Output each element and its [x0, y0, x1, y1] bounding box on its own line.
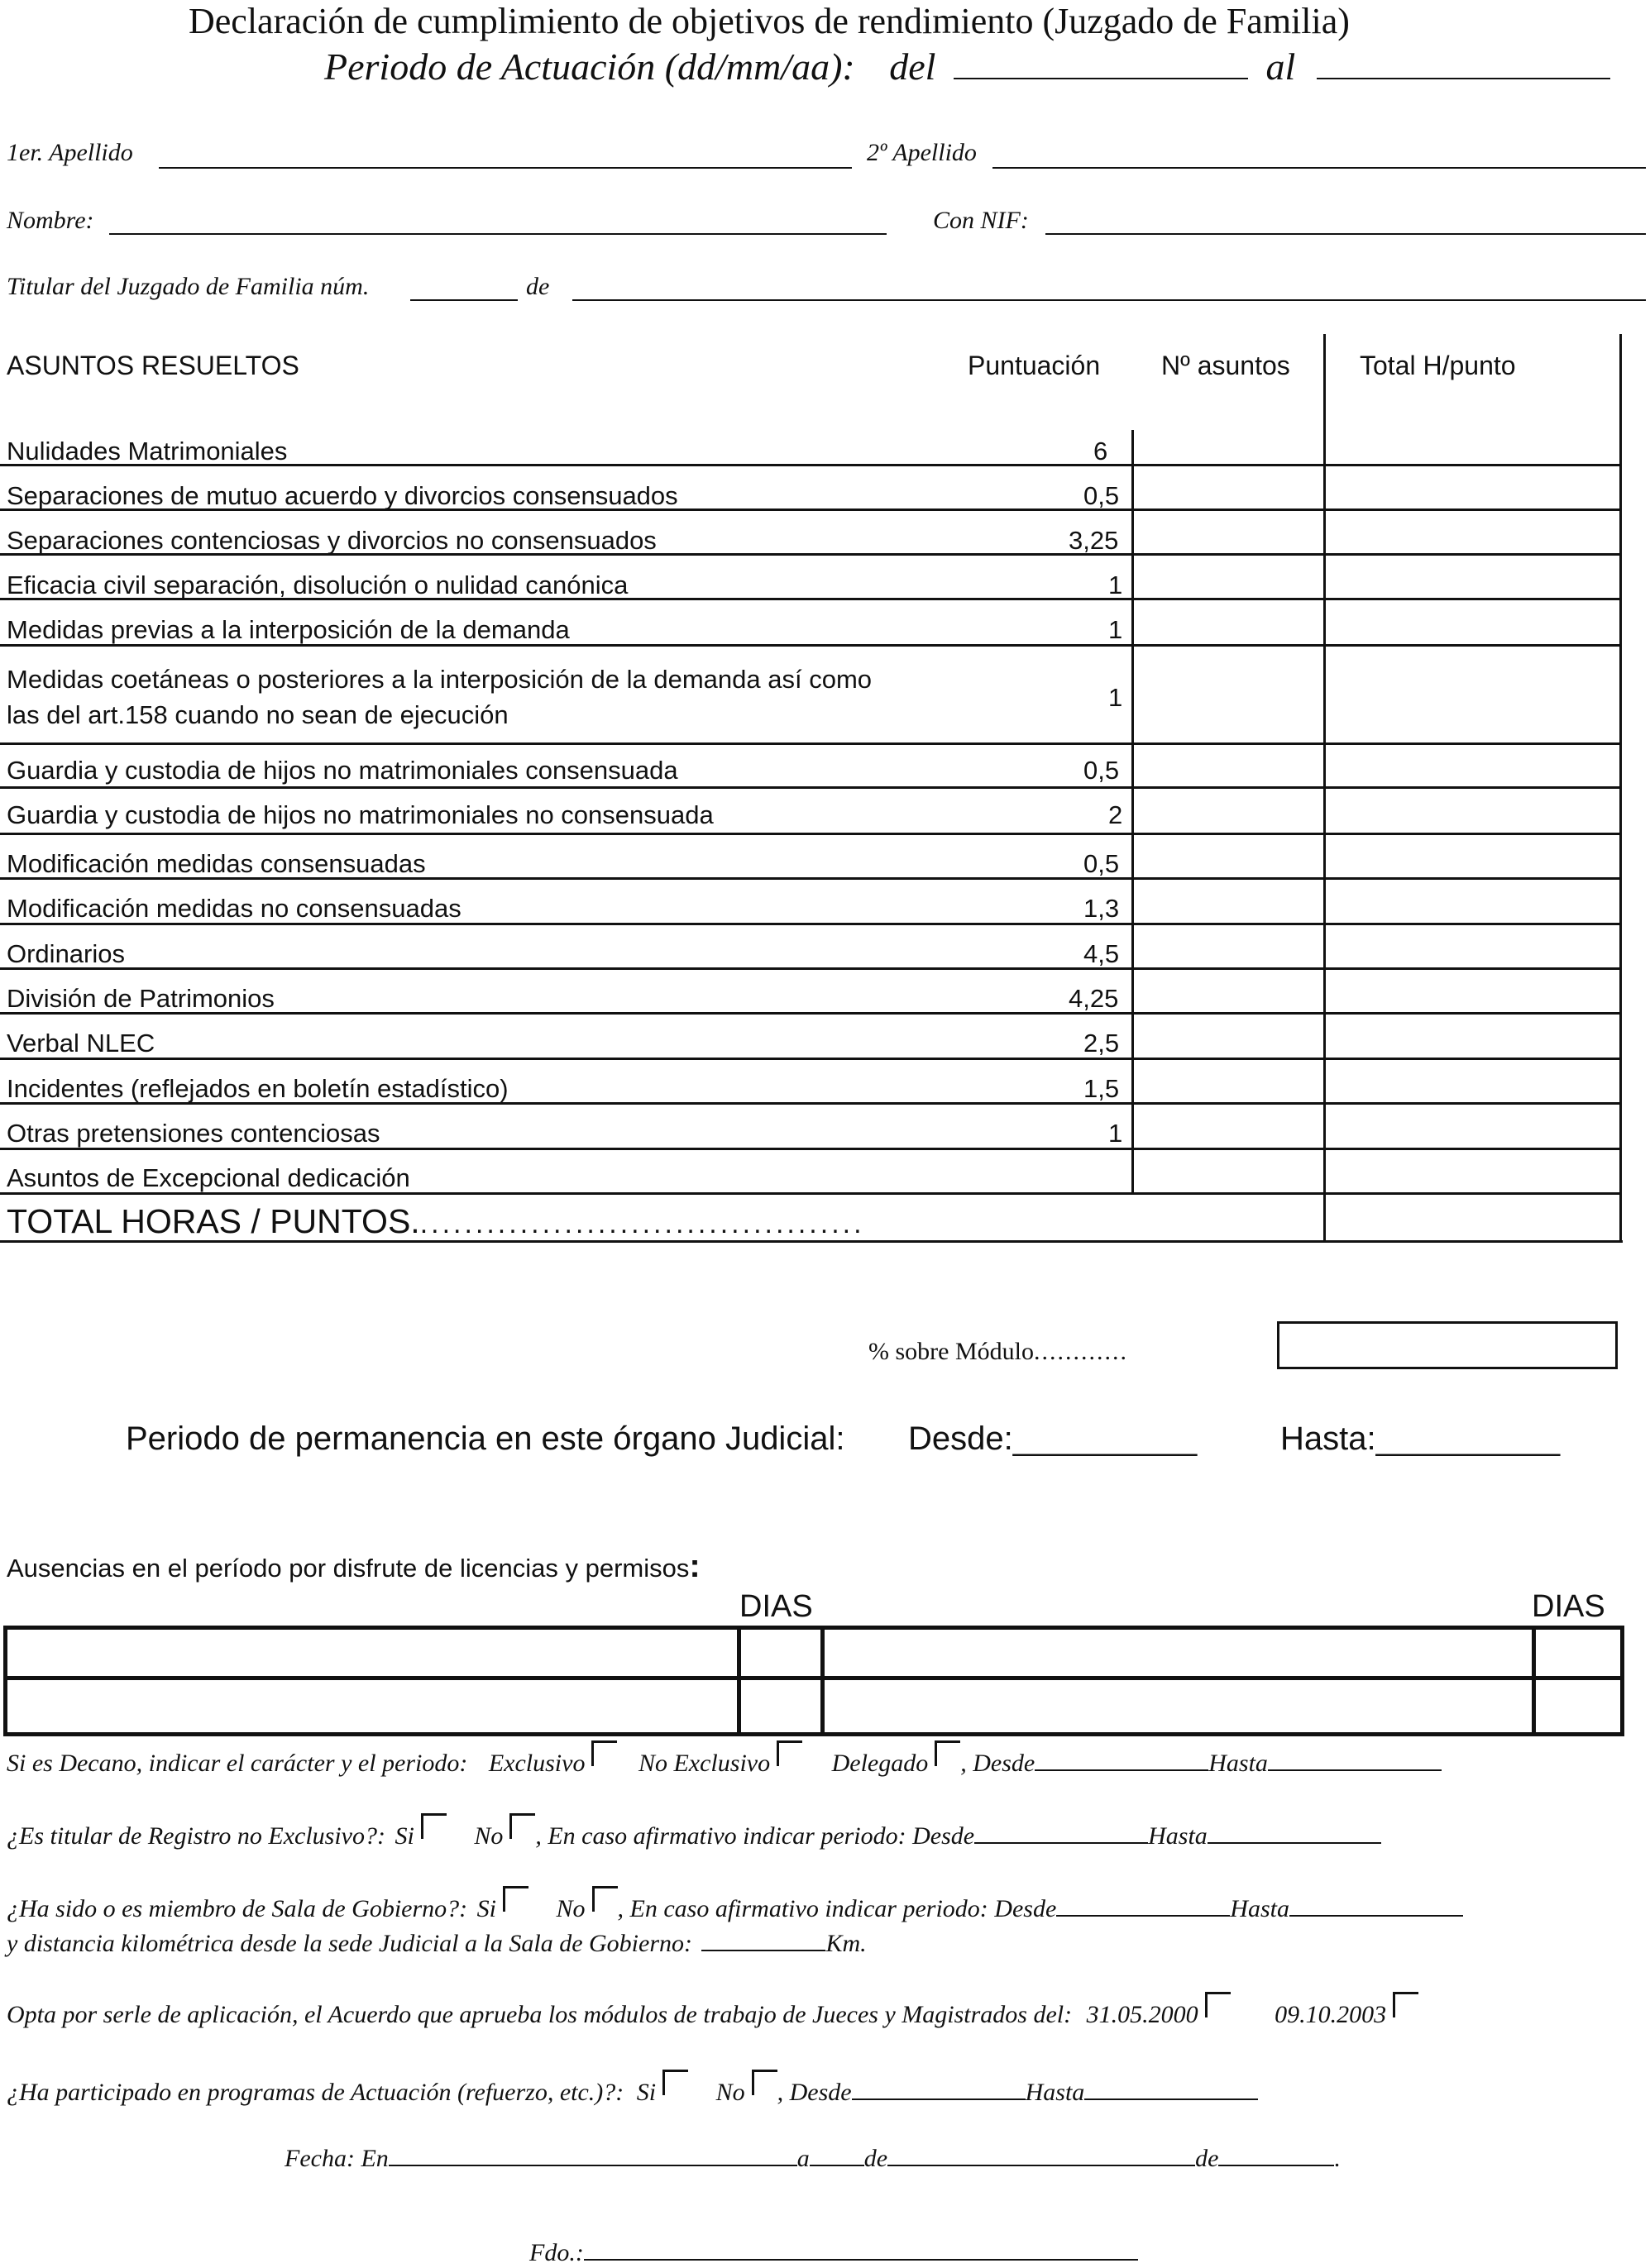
opta-text: Opta por serle de aplicación, el Acuerdo que aprueba los módulos de trabajo de Jueces y Magistrados del: [7, 2001, 1073, 2028]
titular-label: Titular del Juzgado de Familia núm. [7, 273, 370, 300]
row-rule [0, 1012, 1621, 1015]
row-rule [0, 1102, 1621, 1105]
opta-date1: 31.05.2000 [1086, 2001, 1198, 2028]
registro-no-checkbox[interactable] [509, 1813, 535, 1839]
ausencias-cell-2a[interactable] [7, 1680, 735, 1728]
fdo-row [529, 2234, 1138, 2267]
decano-desde-label: , Desde [960, 1750, 1035, 1777]
ausencias-row [7, 1548, 701, 1585]
fecha-de2-label: de [1195, 2145, 1219, 2172]
row-score: 3,25 [1069, 526, 1119, 555]
ausencias-label: Ausencias en el período por disfrute de licencias y permisos [7, 1554, 690, 1583]
period-label: Periodo de Actuación (dd/mm/aa): [324, 45, 855, 88]
nombre-field[interactable] [109, 233, 887, 235]
programas-hasta-field[interactable] [1084, 2074, 1258, 2100]
registro-no-label: No [474, 1822, 504, 1850]
row-label: Medidas previas a la interposición de la demanda [7, 615, 570, 644]
row-rule [0, 786, 1621, 789]
registro-row [7, 1817, 1381, 1850]
row-label: Modificación medidas consensuadas [7, 849, 426, 878]
sala-desde-field[interactable] [1056, 1890, 1230, 1917]
fecha-row [285, 2140, 1341, 2173]
juzgado-num-field[interactable] [410, 299, 518, 301]
decano-text: Si es Decano, indicar el carácter y el periodo: [7, 1750, 468, 1777]
row-score: 2,5 [1083, 1029, 1120, 1058]
titular-de-label: de [526, 273, 550, 300]
sala-km-row [7, 1925, 867, 1958]
ausencias-cell-1a[interactable] [7, 1630, 735, 1676]
registro-text: ¿Es titular de Registro no Exclusivo?: [7, 1822, 385, 1850]
row-label: Guardia y custodia de hijos no matrimoniales consensuada [7, 756, 678, 785]
programas-text: ¿Ha participado en programas de Actuación (refuerzo, etc.)?: [7, 2079, 624, 2106]
header-asuntos: ASUNTOS RESUELTOS [7, 351, 299, 380]
row-rule [0, 1148, 1621, 1150]
row-score: 4,5 [1083, 939, 1120, 968]
row-rule [0, 1192, 1621, 1195]
sala-tail: , En caso afirmativo indicar periodo: Desde [617, 1895, 1057, 1922]
programas-no-checkbox[interactable] [752, 2070, 777, 2095]
decano-opt2-label: No Exclusivo [638, 1750, 771, 1777]
ausencias-cell-1d[interactable] [1536, 1630, 1614, 1676]
decano-opt1-label: Exclusivo [488, 1750, 586, 1777]
programas-row [7, 2074, 1258, 2107]
apellido2-label: 2º Apellido [867, 139, 977, 166]
fdo-signature-field[interactable] [584, 2234, 1138, 2261]
row-score: 1 [1108, 615, 1123, 644]
opta-row [7, 2001, 1423, 2029]
row-rule [0, 967, 1621, 970]
row-rule [0, 833, 1621, 835]
nombre-label: Nombre: [7, 207, 94, 234]
modulo-dots: ............ [1033, 1338, 1128, 1365]
programas-si-label: Si [636, 2079, 657, 2106]
registro-hasta-label: Hasta [1148, 1822, 1208, 1850]
row-score: 1 [1108, 683, 1123, 712]
ausencias-cell-2b[interactable] [741, 1680, 820, 1728]
decano-row [7, 1745, 1442, 1778]
row-label: Eficacia civil separación, disolución o nulidad canónica [7, 571, 629, 599]
row-label: Medidas coetáneas o posteriores a la interposición de la demanda así como [7, 665, 873, 694]
period-from-field[interactable] [954, 40, 1248, 79]
fecha-de1-label: de [863, 2145, 888, 2172]
row-label: Incidentes (reflejados en boletín estadístico) [7, 1074, 509, 1103]
permanencia-hasta[interactable]: Hasta:__________ [1280, 1420, 1561, 1457]
permanencia-desde[interactable]: Desde:__________ [908, 1420, 1198, 1457]
header-n-asuntos: Nº asuntos [1161, 351, 1290, 380]
row-score: 1,5 [1083, 1074, 1120, 1103]
row-score: 0,5 [1083, 481, 1120, 510]
modulo-label-row [868, 1338, 1128, 1366]
registro-tail: , En caso afirmativo indicar periodo: Desde [535, 1822, 975, 1850]
modulo-box[interactable] [1277, 1321, 1618, 1369]
fecha-lugar-field[interactable] [389, 2140, 797, 2166]
dias-header-1: DIAS [739, 1589, 813, 1624]
row-label: Otras pretensiones contenciosas [7, 1119, 380, 1148]
row-label: Separaciones de mutuo acuerdo y divorcios consensuados [7, 481, 678, 510]
sala-km-field[interactable] [701, 1925, 825, 1951]
ausencias-colon: : [689, 1548, 701, 1584]
opta-date2: 09.10.2003 [1275, 2001, 1387, 2028]
decano-hasta-field[interactable] [1268, 1745, 1442, 1771]
total-label: TOTAL HORAS / PUNTOS. [7, 1202, 420, 1240]
period-to-label: al [1265, 45, 1296, 88]
total-rule [0, 1240, 1623, 1243]
nif-label: Con NIF: [933, 207, 1029, 234]
registro-desde-field[interactable] [974, 1817, 1148, 1844]
row-label: Verbal NLEC [7, 1029, 155, 1058]
programas-no-label: No [715, 2079, 745, 2106]
ausencias-cell-2d[interactable] [1536, 1680, 1614, 1728]
ausencias-cell-2c[interactable] [825, 1680, 1528, 1728]
decano-delegado-checkbox[interactable] [935, 1740, 960, 1766]
fecha-dia-field[interactable] [810, 2140, 864, 2166]
period-from-label: del [889, 45, 936, 88]
row-rule [0, 877, 1621, 880]
row-score: 1 [1108, 1119, 1123, 1148]
apellido1-label: 1er. Apellido [7, 139, 133, 166]
row-rule [0, 1058, 1621, 1060]
dias-header-2: DIAS [1532, 1589, 1605, 1624]
ausencias-cell-1c[interactable] [825, 1630, 1528, 1676]
row-label-line2: las del art.158 cuando no sean de ejecución [7, 700, 509, 729]
sala-si-checkbox[interactable] [503, 1886, 528, 1912]
row-rule [0, 464, 1621, 466]
row-score: 6 [1093, 437, 1108, 466]
row-rule [0, 742, 1621, 745]
opta-date2-checkbox[interactable] [1393, 1992, 1418, 2017]
fecha-label: Fecha: En [285, 2145, 389, 2172]
ausencias-cell-1b[interactable] [741, 1630, 820, 1676]
row-rule [0, 509, 1621, 511]
apellido1-field[interactable] [159, 167, 852, 169]
total-row [7, 1202, 865, 1241]
row-rule [0, 923, 1621, 925]
opta-date1-checkbox[interactable] [1205, 1992, 1231, 2017]
programas-desde-field[interactable] [852, 2074, 1026, 2100]
row-label: Asuntos de Excepcional dedicación [7, 1163, 410, 1192]
row-label: Modificación medidas no consensuadas [7, 894, 462, 923]
nif-field[interactable] [1045, 233, 1646, 235]
registro-si-label: Si [395, 1822, 414, 1850]
fecha-mes-field[interactable] [887, 2140, 1195, 2166]
fdo-label: Fdo.: [529, 2239, 584, 2266]
row-label: Nulidades Matrimoniales [7, 437, 288, 466]
sala-hasta-field[interactable] [1289, 1890, 1463, 1917]
sala-text: ¿Ha sido o es miembro de Sala de Gobierno?: [7, 1895, 468, 1922]
row-score: 2 [1108, 800, 1123, 829]
programas-desde-label: , Desde [777, 2079, 852, 2106]
fecha-a-label: a [796, 2145, 810, 2172]
row-rule [0, 644, 1621, 647]
row-score: 4,25 [1069, 984, 1119, 1013]
permanencia-label: Periodo de permanencia en este órgano Judicial: [126, 1420, 845, 1457]
modulo-label: % sobre Módulo [868, 1338, 1034, 1365]
row-label: Ordinarios [7, 939, 125, 968]
total-dots: ........................................ [419, 1208, 865, 1239]
sala-km-label: Km. [825, 1930, 867, 1957]
row-score: 1,3 [1083, 894, 1120, 923]
fecha-anio-field[interactable] [1218, 2140, 1334, 2166]
header-puntuacion: Puntuación [968, 351, 1101, 380]
form-title: Declaración de cumplimiento de objetivos de rendimiento (Juzgado de Familia) [189, 1, 1350, 41]
decano-no-exclusivo-checkbox[interactable] [777, 1740, 802, 1766]
ausencias-table [3, 1626, 1624, 1736]
period-row [324, 40, 1610, 88]
decano-hasta-label: Hasta [1208, 1750, 1268, 1777]
row-rule [0, 598, 1621, 600]
apellido2-field[interactable] [992, 167, 1646, 169]
decano-desde-field[interactable] [1035, 1745, 1208, 1771]
row-label: División de Patrimonios [7, 984, 275, 1013]
row-score: 0,5 [1083, 756, 1120, 785]
sala-row [7, 1890, 1463, 1923]
fecha-dot: . [1334, 2145, 1341, 2172]
programas-si-checkbox[interactable] [662, 2070, 688, 2095]
period-to-field[interactable] [1317, 40, 1610, 79]
juzgado-de-field[interactable] [572, 299, 1646, 301]
sala-no-label: No [556, 1895, 586, 1922]
row-score: 1 [1108, 571, 1123, 599]
sala-hasta-label: Hasta [1230, 1895, 1289, 1922]
programas-hasta-label: Hasta [1025, 2079, 1085, 2106]
row-label: Separaciones contenciosas y divorcios no consensuados [7, 526, 657, 555]
sala-no-checkbox[interactable] [592, 1886, 618, 1912]
row-label: Guardia y custodia de hijos no matrimoniales no consensuada [7, 800, 714, 829]
sala-si-label: Si [476, 1895, 496, 1922]
registro-si-checkbox[interactable] [421, 1813, 447, 1839]
col-divider-1 [1131, 430, 1134, 1194]
sala-line2: y distancia kilométrica desde la sede Judicial a la Sala de Gobierno: [7, 1930, 692, 1957]
decano-exclusivo-checkbox[interactable] [591, 1740, 617, 1766]
registro-hasta-field[interactable] [1208, 1817, 1381, 1844]
header-total: Total H/punto [1360, 351, 1516, 380]
row-score: 0,5 [1083, 849, 1120, 878]
row-rule [0, 553, 1621, 556]
decano-opt3-label: Delegado [831, 1750, 929, 1777]
